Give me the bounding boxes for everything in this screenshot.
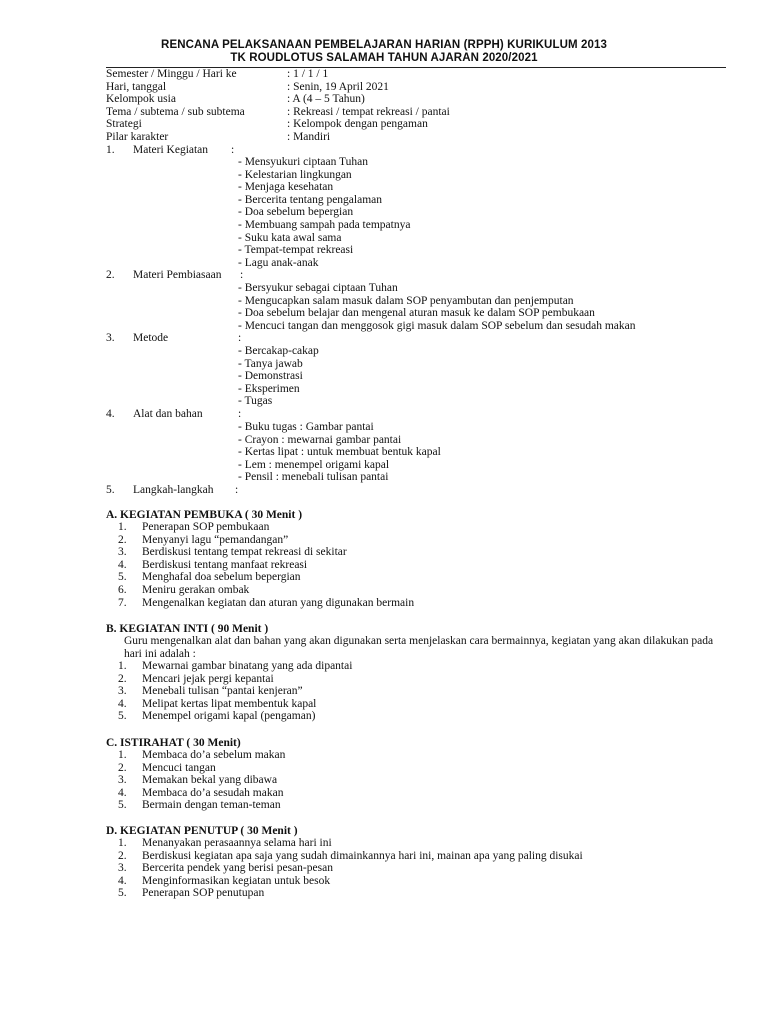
info-value: : 1 / 1 / 1	[287, 68, 329, 80]
section-number: 4.	[106, 408, 115, 420]
list-item: - Lagu anak-anak	[238, 256, 319, 269]
alat-dan-bahan-list	[238, 421, 441, 484]
list-item: - Demonstrasi	[238, 370, 303, 383]
list-item: - Bersyukur sebagai ciptaan Tuhan	[238, 282, 398, 294]
info-row	[106, 131, 726, 144]
list-item: - Mensyukuri ciptaan Tuhan	[238, 156, 369, 168]
info-row	[106, 81, 726, 94]
section-colon: :	[240, 269, 244, 281]
list-item: - Lem : menempel origami kapal	[238, 458, 390, 471]
kegiatan-inti-intro: Guru mengenalkan alat dan bahan yang akan digunakan serta menjelaskan cara bermainnya, kegiatan yang akan dilakukan pada hari ini adalah :	[124, 635, 714, 660]
list-item: - Menjaga kesehatan	[238, 181, 334, 194]
list-item: - Crayon : mewarnai gambar pantai	[238, 433, 402, 446]
section-number: 1.	[106, 144, 115, 156]
list-item: - Membuang sampah pada tempatnya	[238, 218, 411, 231]
section-label: Langkah-langkah	[133, 484, 214, 496]
list-item: - Bercakap-cakap	[238, 345, 319, 357]
info-table	[106, 68, 726, 144]
list-item: - Tugas	[238, 395, 273, 408]
info-label: Kelompok usia	[106, 93, 176, 106]
info-value: : Senin, 19 April 2021	[287, 80, 389, 93]
info-label: Strategi	[106, 118, 142, 131]
section-colon: :	[235, 484, 239, 496]
info-value: : Mandiri	[287, 130, 331, 143]
list-item: - Mengucapkan salam masuk dalam SOP penyambutan dan penjemputan	[238, 294, 574, 307]
list-item: - Buku tugas : Gambar pantai	[238, 421, 374, 433]
info-value: : Kelompok dengan pengaman	[287, 118, 428, 131]
info-label: Pilar karakter	[106, 130, 169, 143]
list-item: - Kertas lipat : untuk membuat bentuk kapal	[238, 446, 441, 459]
info-value: : Rekreasi / tempat rekreasi / pantai	[287, 105, 450, 118]
section-label: Metode	[133, 332, 169, 344]
info-value: : A (4 – 5 Tahun)	[287, 93, 365, 106]
info-label: Hari, tanggal	[106, 80, 167, 93]
list-item: - Doa sebelum bepergian	[238, 206, 354, 219]
kegiatan-penutup-heading: D. KEGIATAN PENUTUP ( 30 Menit )	[106, 825, 298, 837]
section-label: Materi Pembiasaan	[133, 269, 222, 281]
list-item: - Mencuci tangan dan menggosok gigi masuk dalam SOP sebelum dan sesudah makan	[238, 319, 636, 332]
info-row	[106, 93, 726, 106]
info-label: Semester / Minggu / Hari ke	[106, 68, 237, 80]
document-title: RENCANA PELAKSANAAN PEMBELAJARAN HARIAN (RPPH) KURIKULUM 2013	[161, 39, 607, 51]
section-number: 2.	[106, 269, 115, 281]
document-subtitle: TK ROUDLOTUS SALAMAH TAHUN AJARAN 2020/2021	[230, 52, 538, 64]
list-item: - Doa sebelum belajar dan mengenal aturan masuk ke dalam SOP pembukaan	[238, 307, 595, 320]
section-label: Materi Kegiatan	[133, 144, 209, 156]
section-colon: :	[238, 408, 242, 420]
list-item: - Tempat-tempat rekreasi	[238, 244, 354, 257]
section-number: 3.	[106, 332, 115, 344]
info-row	[106, 68, 726, 81]
section-colon: :	[231, 144, 235, 156]
info-row	[106, 118, 726, 131]
section-colon: :	[238, 332, 242, 344]
document-page: RENCANA PELAKSANAAN PEMBELAJARAN HARIAN (RPPH) KURIKULUM 2013 TK ROUDLOTUS SALAMAH TAHUN AJARAN 2020/2021 Semester / Minggu / Hari ke : 1 / 1 / 1 Hari, tanggal : Senin, 19 April 2021 Kelompok usia : A (4 – 5 Tahun) Tema / subtema / sub subtema : Rekreasi / tempat rekreasi / pantai Strategi : Kelompok dengan pengaman Pilar karakter : Mandiri 1. Materi Kegiatan : - Mensyukuri ciptaan Tuhan - Kelestarian lingkungan - Menjaga kesehatan - Bercerita tentang pengalaman - Doa sebelum bepergian - Membuang sampah pada tempatnya - Suku kata awal sama - Tempat-tempat rekreasi - Lagu anak-anak 2. Materi Pembiasaan : - Bersyukur sebagai ciptaan Tuhan - Mengucapkan salam masuk dalam SOP penyambutan dan penjemputan - Doa sebelum belajar dan mengenal aturan masuk ke dalam SOP pembukaan - Mencuci tangan dan menggosok gigi masuk dalam SOP sebelum dan sesudah makan 3. Metode : - Bercakap-cakap - Tanya jawab - Demonstrasi - Eksperimen - Tugas 4. Alat dan bahan : - Buku tugas : Gambar pantai - Crayon : mewarnai gambar pantai - Kertas lipat : untuk membuat bentuk kapal - Lem : menempel origami kapal - Pensil : menebali tulisan pantai 5. Langkah-langkah : A. KEGIATAN PEMBUKA ( 30 Menit ) 1. Penerapan SOP pembukaan 2. Menyanyi lagu “pemandangan” 3. Berdiskusi tentang tempat rekreasi di sekitar 4. Berdiskusi tentang manfaat rekreasi 5. Menghafal doa sebelum bepergian 6. Meniru gerakan ombak 7. Mengenalkan kegiatan dan aturan yang digunakan bermain B. KEGIATAN INTI ( 90 Menit ) Guru mengenalkan alat dan bahan yang akan digunakan serta menjelaskan cara bermainnya, kegiatan yang akan dilakukan pada hari ini adalah : 1. Mewarnai gambar binatang yang ada dipantai 2. Mencari jejak pergi kepantai 3. Menebali tulisan “pantai kenjeran” 4. Melipat kertas lipat membentuk kapal 5. Menempel origami kapal (pengaman) C. ISTIRAHAT ( 30 Menit) 1. Membaca do’a sebelum makan 2. Mencuci tangan 3. Memakan bekal yang dibawa 4. Membaca do’a sesudah makan 5. Bermain dengan teman-teman D. KEGIATAN PENUTUP ( 30 Menit ) 1. Menanyakan perasaannya selama hari ini 2. Berdiskusi kegiatan apa saja yang sudah dimainkannya hari ini, mainan apa yang paling disukai 3. Bercerita pendek yang berisi pesan-pesan 4. Menginformasikan kegiatan untuk besok 5. Penerapan SOP penutupan	[0, 0, 768, 1024]
list-item: - Suku kata awal sama	[238, 231, 342, 244]
materi-pembiasaan-list	[238, 282, 636, 332]
list-item: - Eksperimen	[238, 382, 300, 395]
list-item: - Bercerita tentang pengalaman	[238, 193, 382, 206]
kegiatan-inti-heading: B. KEGIATAN INTI ( 90 Menit )	[106, 623, 269, 635]
istirahat-heading: C. ISTIRAHAT ( 30 Menit)	[106, 737, 241, 749]
list-item: - Kelestarian lingkungan	[238, 168, 352, 181]
list-item: - Pensil : menebali tulisan pantai	[238, 471, 389, 484]
info-row	[106, 106, 726, 119]
section-number: 5.	[106, 484, 115, 496]
section-label: Alat dan bahan	[133, 408, 203, 420]
metode-list	[238, 345, 319, 408]
kegiatan-pembuka-heading: A. KEGIATAN PEMBUKA ( 30 Menit )	[106, 509, 303, 521]
list-item: - Tanya jawab	[238, 357, 303, 370]
info-label: Tema / subtema / sub subtema	[106, 105, 245, 118]
materi-kegiatan-list	[238, 156, 410, 269]
